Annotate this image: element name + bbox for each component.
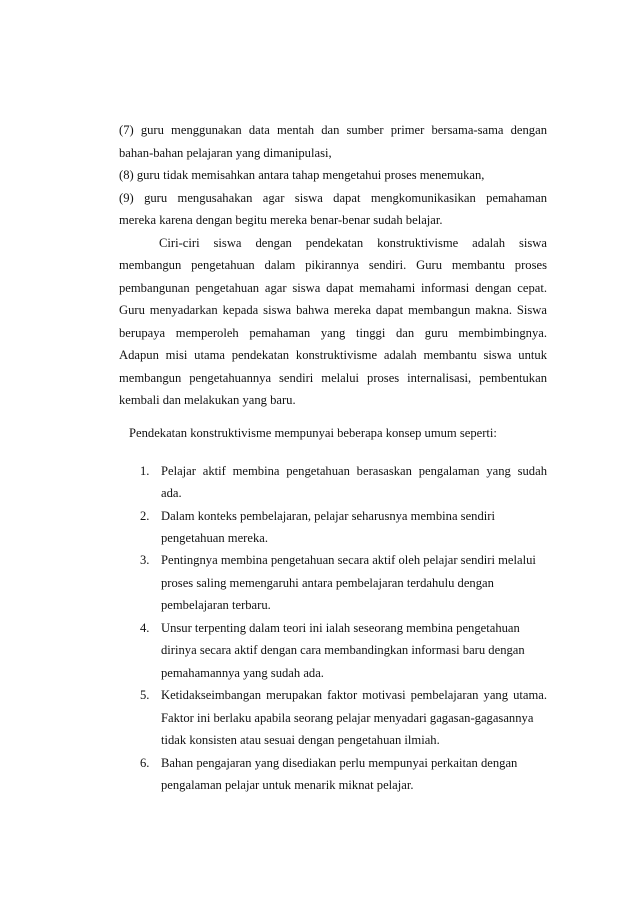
list-item-number: 2. [140, 509, 150, 523]
list-item-line: Faktor ini berlaku apabila seorang pelajar menyadari gagasan-gagasannya [161, 711, 534, 725]
list-item-line: Dalam konteks pembelajaran, pelajar seharusnya membina sendiri [161, 509, 495, 523]
paragraph-line: berupaya memperoleh pemahaman yang tinggi dan guru membimbingnya. [119, 326, 547, 340]
list-item-line: Ketidakseimbangan merupakan faktor motivasi pembelajaran yang utama. [161, 688, 547, 702]
list-item-line: pembelajaran terbaru. [161, 598, 271, 612]
paragraph-line: (8) guru tidak memisahkan antara tahap mengetahui proses menemukan, [119, 168, 485, 182]
list-item-line: Pentingnya membina pengetahuan secara aktif oleh pelajar sendiri melalui [161, 553, 536, 567]
paragraph-line: Adapun misi utama pendekatan konstruktivisme adalah membantu siswa untuk [119, 348, 547, 362]
paragraph-line: mereka karena dengan begitu mereka benar-benar sudah belajar. [119, 213, 443, 227]
paragraph-line: (9) guru mengusahakan agar siswa dapat mengkomunikasikan pemahaman [119, 191, 547, 205]
paragraph-line: membangun pengetahuannya sendiri melalui proses internalisasi, pembentukan [119, 371, 547, 385]
paragraph-line: (7) guru menggunakan data mentah dan sumber primer bersama-sama dengan [119, 123, 547, 137]
list-item-number: 5. [140, 688, 150, 702]
list-item-line: Pelajar aktif membina pengetahuan berasaskan pengalaman yang sudah [161, 464, 547, 478]
paragraph-line: bahan-bahan pelajaran yang dimanipulasi, [119, 146, 332, 160]
paragraph-line: kembali dan melakukan yang baru. [119, 393, 296, 407]
list-item-line: proses saling memengaruhi antara pembelajaran terdahulu dengan [161, 576, 494, 590]
paragraph-line: membangun pengetahuan dalam pikirannya sendiri. Guru membantu proses [119, 258, 547, 272]
list-item-line: Bahan pengajaran yang disediakan perlu mempunyai perkaitan dengan [161, 756, 518, 770]
list-item-line: pengalaman pelajar untuk menarik miknat pelajar. [161, 778, 414, 792]
list-item-number: 4. [140, 621, 150, 635]
list-item-number: 3. [140, 553, 150, 567]
list-item-line: ada. [161, 486, 182, 500]
list-item-line: dirinya secara aktif dengan cara membandingkan informasi baru dengan [161, 643, 525, 657]
list-item-number: 6. [140, 756, 150, 770]
list-item-line: Unsur terpenting dalam teori ini ialah seseorang membina pengetahuan [161, 621, 520, 635]
list-item-line: pengetahuan mereka. [161, 531, 268, 545]
paragraph-line: Ciri-ciri siswa dengan pendekatan konstruktivisme adalah siswa [159, 236, 547, 250]
list-item-number: 1. [140, 464, 150, 478]
list-item-line: pemahamannya yang sudah ada. [161, 666, 324, 680]
intro-sentence: Pendekatan konstruktivisme mempunyai beberapa konsep umum seperti: [129, 426, 497, 440]
paragraph-line: pembangunan pengetahuan agar siswa dapat memahami informasi dengan cepat. [119, 281, 547, 295]
paragraph-line: Guru menyadarkan kepada siswa bahwa mereka dapat membangun makna. Siswa [119, 303, 547, 317]
list-item-line: tidak konsisten atau sesuai dengan pengetahuan ilmiah. [161, 733, 440, 747]
